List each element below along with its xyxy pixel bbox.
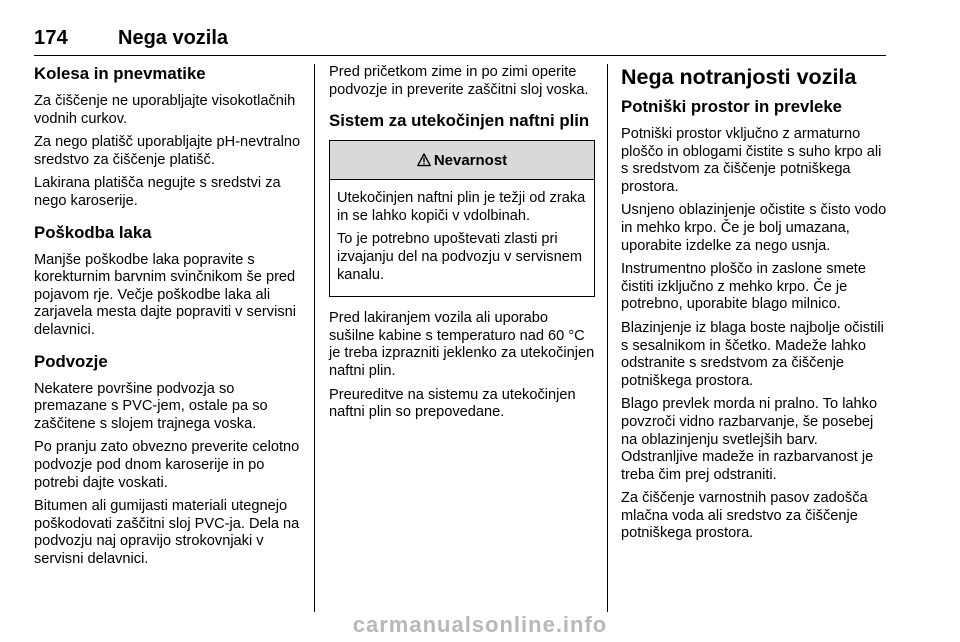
warning-box — [329, 140, 595, 297]
warning-text: Utekočinjen naftni plin je težji od zraka in se lahko kopiči v vdolbinah. — [337, 190, 586, 224]
page-number: 174 — [34, 27, 68, 49]
paragraph: Pred lakiranjem vozila ali uporabo sušilne kabine s temperaturo nad 60 °C je treba izprazniti jeklenko za utekočinjen naftni plin. — [329, 310, 595, 379]
paragraph: Blazinjenje iz blaga boste najbolje očistili s sesalnikom in ščetko. Madeže lahko odstranite s sredstvom za čiščenje potniškega prostora. — [621, 319, 884, 389]
paragraph: Manjše poškodbe laka popravite s korekturnim barvnim svinčnikom še pred pojavom rje. Večje poškodbe laka ali zarjavela mesta dajte popraviti v servisni delavnici. — [34, 251, 296, 338]
column-right — [621, 64, 887, 549]
page-header — [34, 27, 886, 56]
heading-wheels-tyres: Kolesa in pnevmatike — [34, 64, 206, 83]
paragraph: Nekatere površine podvozja so premazane s PVC-jem, ostale pa so zaščitene s slojem trajnega voska. — [34, 380, 268, 432]
paragraph: Za nego platišč uporabljajte pH-nevtralno sredstvo za čiščenje platišč. — [34, 134, 301, 168]
paragraph: Pred pričetkom zime in po zimi operite podvozje in preverite zaščitni sloj voska. — [329, 64, 589, 98]
paragraph: Instrumentno ploščo in zaslone smete čistiti izključno z mehko krpo. Če je potrebno, uporabite blago milnico. — [621, 261, 866, 313]
column-left — [34, 64, 302, 574]
warning-title: Nevarnost — [433, 151, 508, 169]
paragraph: Potniški prostor vključno z armaturno ploščo in oblogami čistite s suho krpo ali s sredstvom za čiščenje potniškega prostora. — [621, 126, 882, 195]
heading-cabin-upholstery: Potniški prostor in prevleke — [621, 97, 843, 116]
paragraph: Za čiščenje varnostnih pasov zadošča mlačna voda ali sredstvo za čiščenje potniškega prostora. — [621, 490, 868, 542]
warning-body — [330, 180, 594, 296]
warning-header — [330, 141, 594, 180]
heading-underbody: Podvozje — [34, 351, 108, 371]
heading-paint-damage: Poškodba laka — [34, 222, 152, 242]
heading-lpg-system: Sistem za utekočinjen naftni plin — [329, 111, 590, 131]
column-divider — [607, 64, 608, 612]
warning-triangle-icon — [417, 153, 431, 167]
paragraph: Lakirana platišča negujte s sredstvi za nego karoserije. — [34, 175, 281, 209]
paragraph: Preureditve na sistemu za utekočinjen naftni plin so prepovedane. — [329, 386, 576, 421]
watermark: carmanualsonline.info — [352, 612, 608, 637]
warning-text: To je potrebno upoštevati zlasti pri izvajanju del na podvozju v servisnem kanalu. — [337, 231, 582, 283]
paragraph: Blago prevlek morda ni pralno. To lahko povzroči vidno razbarvanje, še posebej na oblazinjenju svetlejših barv. Odstranljive madeže in razbarvanost je treba čim prej odstraniti. — [621, 396, 878, 483]
column-middle — [329, 64, 595, 428]
paragraph: Za čiščenje ne uporabljajte visokotlačnih vodnih curkov. — [34, 93, 296, 127]
paragraph: Po pranju zato obvezno preverite celotno podvozje pod dnom karoserije in po potrebi dajte voskati. — [34, 439, 300, 491]
paragraph: Usnjeno oblazinjenje očistite s čisto vodo in mehko krpo. Če je bolj umazana, uporabite izdelke za nego usnja. — [621, 202, 887, 254]
paragraph: Bitumen ali gumijasti materiali utegnejo poškodovati zaščitni sloj PVC-ja. Dela na podvozju naj opravijo strokovnjaki v servisni delavnici. — [34, 498, 300, 567]
heading-interior-care: Nega notranjosti vozila — [621, 65, 857, 89]
page-title: Nega vozila — [118, 27, 229, 49]
column-divider — [314, 64, 315, 612]
